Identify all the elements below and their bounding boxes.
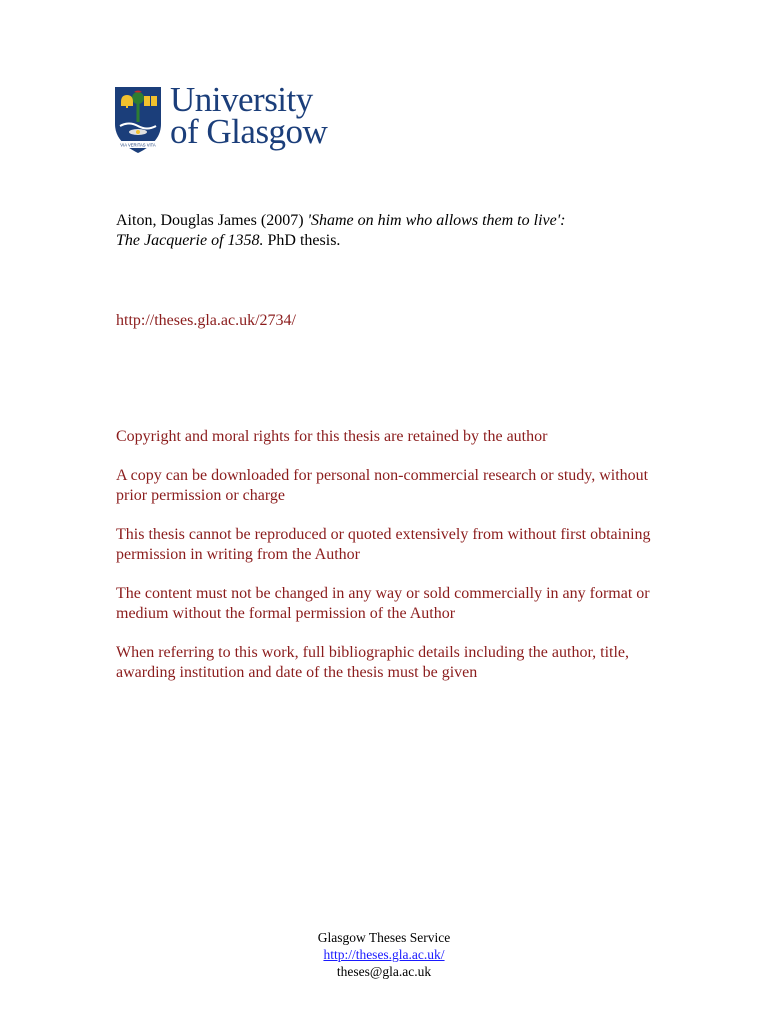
citation-author-year: Aiton, Douglas James (2007) (116, 212, 308, 229)
citation (116, 211, 676, 251)
footer-email[interactable]: theses@gla.ac.uk (336, 964, 432, 979)
footer (234, 929, 534, 980)
footer-service-name: Glasgow Theses Service (317, 930, 451, 945)
citation-thesis-type: PhD thesis. (263, 232, 341, 249)
rights-no-reproduction: This thesis cannot be reproduced or quoted extensively from without first obtaining permission in writing from the Author (116, 526, 651, 563)
record-url-link[interactable]: http://theses.gla.ac.uk/2734/ (116, 312, 296, 329)
rights-statements (116, 427, 676, 702)
crest-icon (114, 86, 162, 154)
rights-referencing: When referring to this work, full bibliographic details including the author, title, awarding institution and date of the thesis must be given (116, 644, 630, 681)
rights-no-changes: The content must not be changed in any way or sold commercially in any format or medium without the formal permission of the Author (116, 585, 650, 622)
rights-copyright: Copyright and moral rights for this thesis are retained by the author (116, 428, 548, 445)
wordmark-line1: University (170, 80, 313, 119)
university-wordmark (170, 80, 328, 151)
wordmark-line2: of Glasgow (170, 112, 328, 151)
citation-title-line1: 'Shame on him who allows them to live': (307, 212, 566, 229)
footer-theses-link[interactable]: http://theses.gla.ac.uk/ (323, 947, 445, 962)
citation-title-line2: The Jacquerie of 1358. (116, 232, 264, 249)
university-logo[interactable] (114, 80, 354, 156)
svg-text:VIA VERITAS VITA: VIA VERITAS VITA (120, 142, 156, 148)
rights-download: A copy can be downloaded for personal non-commercial research or study, without prior permission or charge (116, 467, 649, 504)
